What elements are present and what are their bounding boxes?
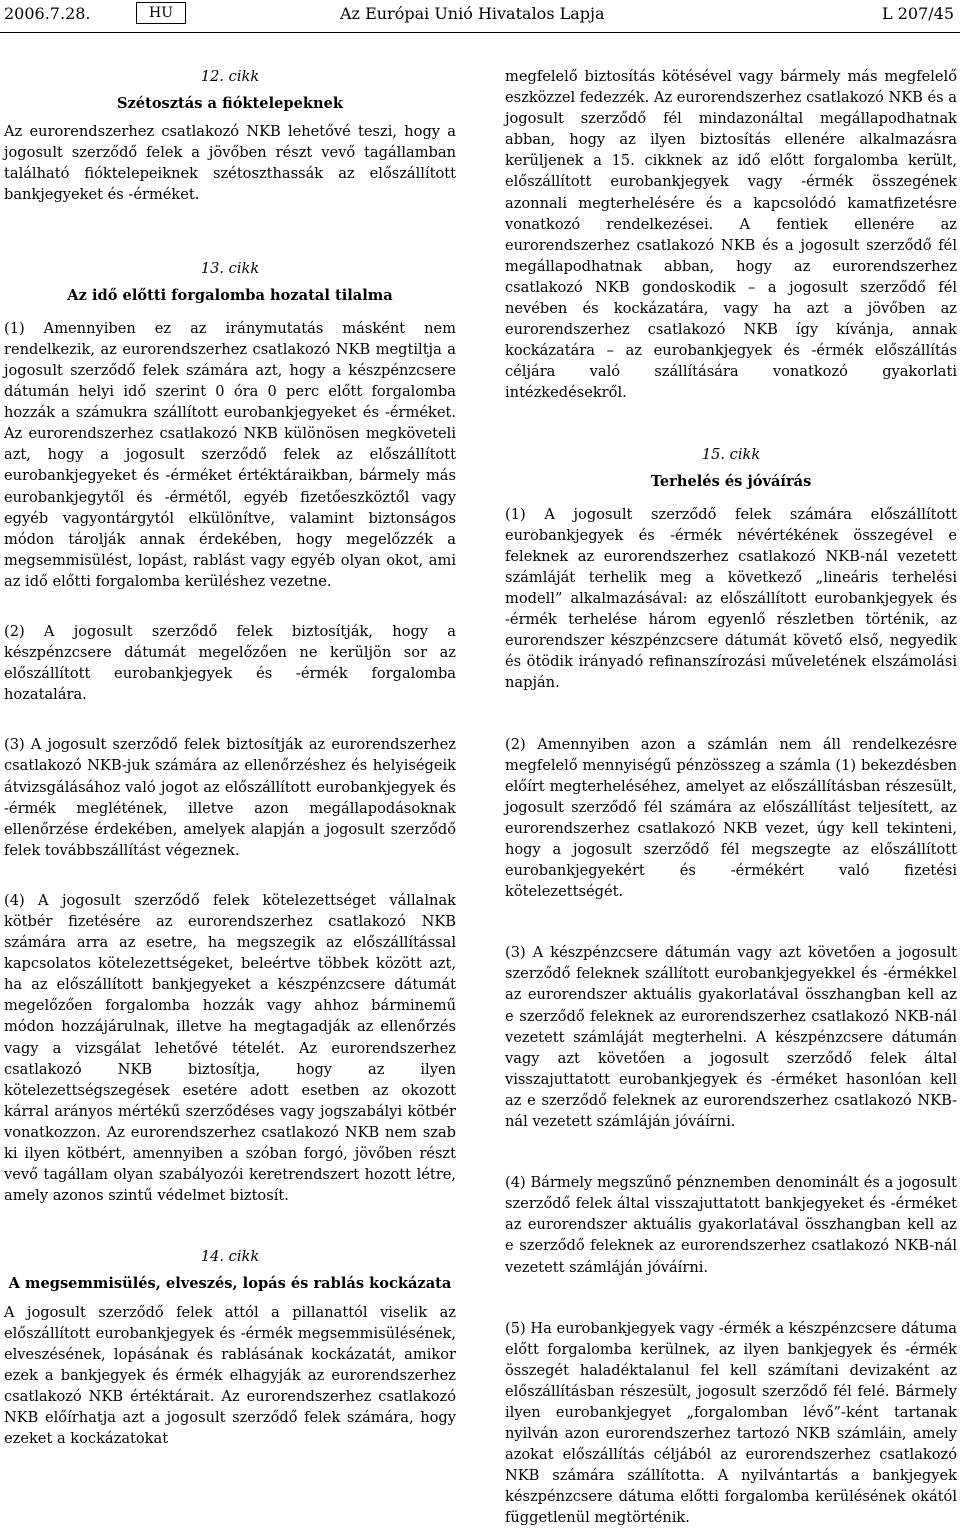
article-14-title: A megsemmisülés, elveszés, lopás és rablás kockázata [8,1275,452,1293]
article-15-paragraph-3: (3) A készpénzcsere dátumán vagy azt követően a jogosult szerződő feleknek szállított eurobankjegyekkel és -érmékkel az eurorendszer aktuális gyakorlatával összhangban kell az e szerződő feleknek az eurorendszerhez csatlakozó NKB-nál vezetett számláját megterhelni. A készpénzcsere dátumán vagy azt követően a jogosult szerződő felek által visszajuttatott eurobankjegyek és -érméket hasonlóan kell az e szerződő feleknek az eurorendszerhez csatlakozó NKB-nál vezetett számláján jóváírni. [505,944,957,1131]
page-number: L 207/45 [882,4,954,23]
article-12-paragraph: Az eurorendszerhez csatlakozó NKB lehetővé teszi, hogy a jogosult szerződő felek a jövőben részt vevő tagállamban található fióktelepeiknek szétoszthassák az előszállított bankjegyeket és -érméket. [4,123,456,204]
article-14-continuation: megfelelő biztosítás kötésével vagy bármely más megfelelő eszközzel fedezzék. Az eurorendszerhez csatlakozó NKB és a jogosult szerződő fél mindazonáltal megállapodhatnak abban, hogy az ilyen biztosítás ellenére alkalmazásra kerüljenek a 15. cikknek az idő előtt forgalomba került, előszállított eurobankjegyek vagy -érmék összegének azonnali megterhelésére és a kapcsolódó kamatfizetésre vonatkozó rendelkezései. A fentiek ellenére az eurorendszerhez csatlakozó NKB és a jogosult szerződő fél megállapodhatnak abban, hogy az eurorendszerhez csatlakozó NKB gondoskodik – a jogosult szerződő fél nevében és kockázatára, vagy ha azt a jövőben az eurorendszerhez csatlakozó NKB így kívánja, annak kockázatára – az eurobankjegyek és -érmék előszállítás céljára való szállítására vonatkozó gyakorlati intézkedésekről. [505,68,957,402]
article-12-number: 12. cikk [200,68,260,85]
article-13-paragraph-3: (3) A jogosult szerződő felek biztosítják az eurorendszerhez csatlakozó NKB-juk számára az ellenőrzéshez és helyiségeik átvizsgálásához való jogot az előszállított eurobankjegyek és -érmék meglétének, illetve azon megállapodásoknak ellenőrzése érdekében, amelyek alapján a jogosult szerződő felek továbbszállítást végeznek. [4,736,456,859]
article-15-paragraph-5: (5) Ha eurobankjegyek vagy -érmék a készpénzcsere dátuma előtt forgalomba kerülnek, az ilyen bankjegyek és -érmék összegét haladéktalanul fel kell számítani devizaként az előszállításban részesült, jogosult szerződő fél felé. Bármely ilyen eurobankjegyet „forgalomban lévő”-ként tartanak nyilván azon eurorendszerhez tartozó NKB számláin, amely azokat előszállítás céljából az eurorendszerhez csatlakozó NKB számára szállította. A nyilvántartás a bankjegyek készpénzcsere dátuma előtti forgalomba kerülésének okától függetlenül megtörténik. [505,1319,957,1527]
article-12-title: Szétosztás a fióktelepeknek [116,95,344,113]
article-15-title: Terhelés és jóváírás [650,472,812,490]
article-14-number: 14. cikk [200,1248,260,1266]
article-15-number: 15. cikk [701,445,761,463]
language-badge: HU [136,2,186,24]
article-13-title: Az idő előtti forgalomba hozatal tilalma [67,286,393,304]
page-header [0,0,960,33]
article-15-paragraph-1: (1) A jogosult szerződő felek számára előszállított eurobankjegyek és -érmék névértékének összegével e feleknek az eurorendszerhez csatlakozó NKB-nál vezetett számláját terhelik meg a következő „lineáris terhelési modell” alkalmazásával: az előszállított eurobankjegyek és -érmék terhelése három egyenlő részletben történik, az eurorendszer készpénzcsere dátumát követő első, negyedik és ötödik irányadó refinanszírozási műveletének elszámolási napján. [505,505,957,692]
article-13-paragraph-4: (4) A jogosult szerződő felek kötelezettséget vállalnak kötbér fizetésére az eurorendszerhez csatlakozó NKB számára arra az esetre, ha megszegik az előszállítással kapcsolatos kötelezettségeket, beleértve többek között azt, ha az előszállított bankjegyeket a készpénzcsere dátumát megelőzően forgalomba hozzák vagy ahhoz bárminemű módon hozzájárulnak, illetve ha megtagadják az ellenőrzés vagy a vizsgálat lehetővé tételét. Az eurorendszerhez csatlakozó NKB biztosítja, hogy az ilyen kötelezettségszegések esetére adott esetben az okozott kárral arányos mértékű szerződéses vagy jogszabályi kötbér vonatkozzon. Az eurorendszerhez csatlakozó NKB nem szab ki ilyen kötbért, amennyiben a szóban forgó, jövőben részt vevő tagállam olyan szabályozói keretrendszert hozott létre, amely azonos szintű védelmet biztosít. [4,891,456,1205]
article-13-paragraph-2: (2) A jogosult szerződő felek biztosítják, hogy a készpénzcsere dátumát megelőzően ne kerüljön sor az előszállított eurobankjegyek és -érmék forgalomba hozatalára. [4,622,456,704]
article-14-paragraph: A jogosult szerződő felek attól a pillanattól viselik az előszállított eurobankjegyek és -érmék megsemmisülésének, elveszésének, lopásának és rablásának kockázatát, amikor ezek a bankjegyek és érmék elhagyják az eurorendszerhez csatlakozó NKB értéktárait. Az eurorendszerhez csatlakozó NKB előírhatja azt a jogosult szerződő felek számára, hogy ezeket a kockázatokat [4,1303,456,1448]
article-15-paragraph-4: (4) Bármely megszűnő pénznemben denominált és a jogosult szerződő felek által visszajuttatott bankjegyeket és -érméket az eurorendszer aktuális gyakorlatával összhangban kell az e szerződő feleknek az eurorendszerhez csatlakozó NKB-nál vezetett számláján jóváírni. [505,1174,957,1276]
article-15-paragraph-2: (2) Amennyiben azon a számlán nem áll rendelkezésre megfelelő mennyiségű pénzösszeg a számla (1) bekezdésben előírt megterheléséhez, amelyet az előszállításban részesült, jogosult szerződő fél számára az előszállítást teljesített, az eurorendszerhez csatlakozó NKB vezet, úgy kell tekinteni, hogy a jogosult szerződő fél megszegte az előszállított eurobankjegyekért és -érmékért való fizetési kötelezettségét. [505,735,957,901]
left-column [4,66,456,1449]
article-13-number: 13. cikk [200,259,260,277]
right-column [505,66,957,1529]
publication-date: 2006.7.28. [4,4,91,23]
journal-title: Az Európai Unió Hivatalos Lapja [340,4,605,23]
article-13-paragraph-1: (1) Amennyiben ez az iránymutatás másként nem rendelkezik, az eurorendszerhez csatlakozó NKB megtiltja a jogosult szerződő felek számára azt, hogy a készpénzcsere dátumán helyi idő szerint 0 óra 0 perc előtt forgalomba hozzák a számukra szállított eurobankjegyeket és -érméket. Az eurorendszerhez csatlakozó NKB különösen megköveteli azt, hogy a jogosult szerződő felek az előszállított eurobankjegyeket és -érméket értéktáraikban, bármely más eurobankjegytől és -érmétől, egyéb fizetőeszköztől vagy egyéb vagyontárgytól elkülönítve, valamint biztonságos módon tárolják annak érdekében, hogy megelőzzék a megsemmisülést, lopást, rablást vagy egyéb olyan okot, ami az idő előtti forgalomba kerüléshez vezetne. [4,319,456,590]
